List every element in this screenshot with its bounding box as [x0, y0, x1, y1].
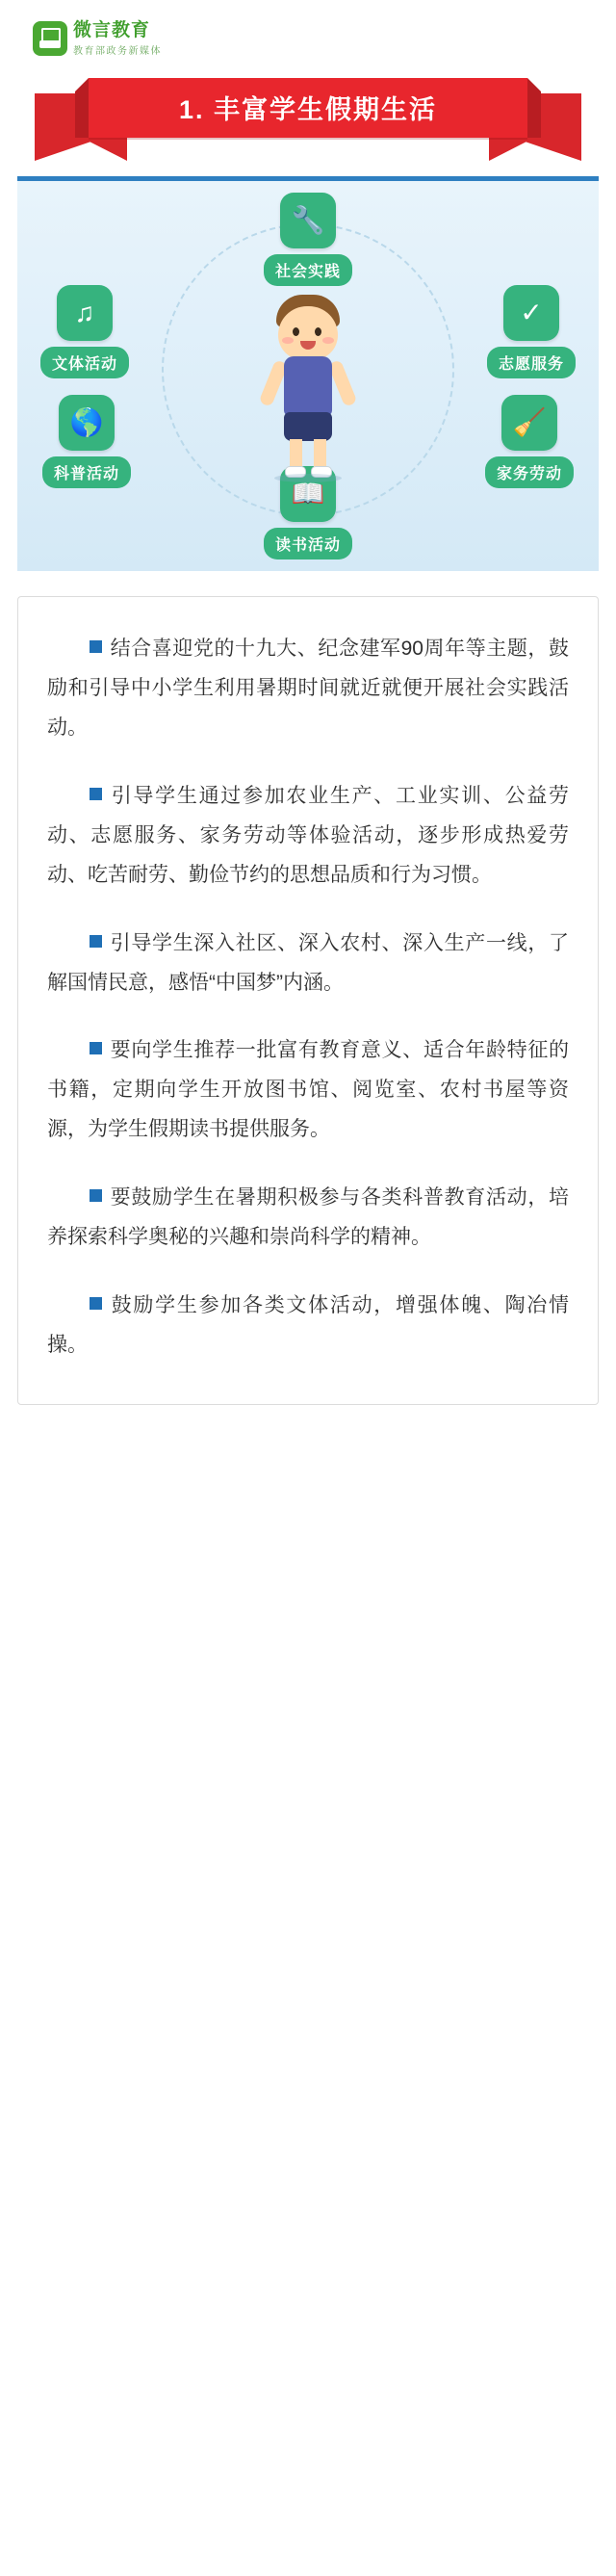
activity-label: 志愿服务 [487, 347, 576, 378]
cartoon-boy-figure [255, 295, 361, 478]
bullet-square-icon [90, 1189, 102, 1202]
logo-title: 微言教育 [73, 20, 151, 40]
paragraph-text: 要鼓励学生在暑期积极参与各类科普教育活动，培养探索科学奥秘的兴趣和崇尚科学的精神。 [47, 1186, 569, 1249]
site-logo [0, 0, 616, 61]
article-body [17, 596, 599, 1405]
paragraph [47, 924, 569, 1003]
book-logo-icon [33, 21, 67, 56]
boy-leg-left [290, 439, 302, 468]
activity-node-zhiyuanfuwu [472, 285, 591, 378]
boy-cheek-left [282, 337, 294, 344]
activity-label: 家务劳动 [485, 456, 574, 488]
broom-icon: 🧹 [501, 395, 557, 451]
paragraph-text: 结合喜迎党的十九大、纪念建军90周年等主题，鼓励和引导中小学生利用暑期时间就近就便开展社会实践活动。 [47, 637, 569, 739]
student-activities-diagram [17, 176, 599, 571]
paragraph [47, 1287, 569, 1366]
logo-text [73, 21, 162, 57]
paragraph [47, 630, 569, 748]
paragraph-text: 要向学生推荐一批富有教育意义、适合年龄特征的书籍，定期向学生开放图书馆、阅览室、农村书屋等资源，为学生假期读书提供服务。 [47, 1039, 569, 1141]
page-title: 1. 丰富学生假期生活 [178, 95, 438, 125]
music-note-icon: ♫ [57, 285, 113, 341]
paragraph [47, 1179, 569, 1258]
helping-hand-icon: ✓ [503, 285, 559, 341]
activity-node-wentihuodong [25, 285, 144, 378]
section-banner [0, 66, 616, 170]
boy-cheek-right [322, 337, 334, 344]
ribbon-body [89, 78, 527, 138]
boy-shorts [284, 412, 332, 441]
boy-shadow [274, 474, 342, 482]
bullet-square-icon [90, 1042, 102, 1054]
activity-node-shehuishijian [248, 193, 368, 286]
paragraph-text: 引导学生深入社区、深入农村、深入生产一线，了解国情民意，感悟“中国梦”内涵。 [47, 931, 569, 994]
paragraph-text: 引导学生通过参加农业生产、工业实训、公益劳动、志愿服务、家务劳动等体验活动，逐步形成热爱劳动、吃苦耐劳、勤俭节约的思想品质和行为习惯。 [47, 784, 569, 886]
activity-label: 科普活动 [42, 456, 131, 488]
globe-icon: 🌎 [59, 395, 115, 451]
paragraph-text: 鼓励学生参加各类文体活动，增强体魄、陶冶情操。 [47, 1294, 569, 1357]
bullet-square-icon [90, 640, 102, 653]
activity-node-kepuhuodong [27, 395, 146, 488]
book-icon: 📖 [280, 466, 336, 522]
activity-label: 文体活动 [40, 347, 129, 378]
boy-eye-left [293, 327, 299, 336]
activity-node-jiawulaodong [470, 395, 589, 488]
wrench-icon: 🔧 [280, 193, 336, 248]
bullet-square-icon [90, 935, 102, 948]
boy-eye-right [315, 327, 321, 336]
paragraph [47, 1031, 569, 1150]
paragraph [47, 777, 569, 896]
activity-label: 读书活动 [264, 528, 352, 559]
boy-torso [284, 356, 332, 416]
bullet-square-icon [90, 1297, 102, 1310]
boy-head [278, 306, 338, 360]
bullet-square-icon [90, 788, 102, 800]
activity-label: 社会实践 [264, 254, 352, 286]
boy-leg-right [314, 439, 326, 468]
logo-subtitle: 教育部政务新媒体 [73, 45, 162, 57]
boy-arm-right [328, 359, 358, 407]
